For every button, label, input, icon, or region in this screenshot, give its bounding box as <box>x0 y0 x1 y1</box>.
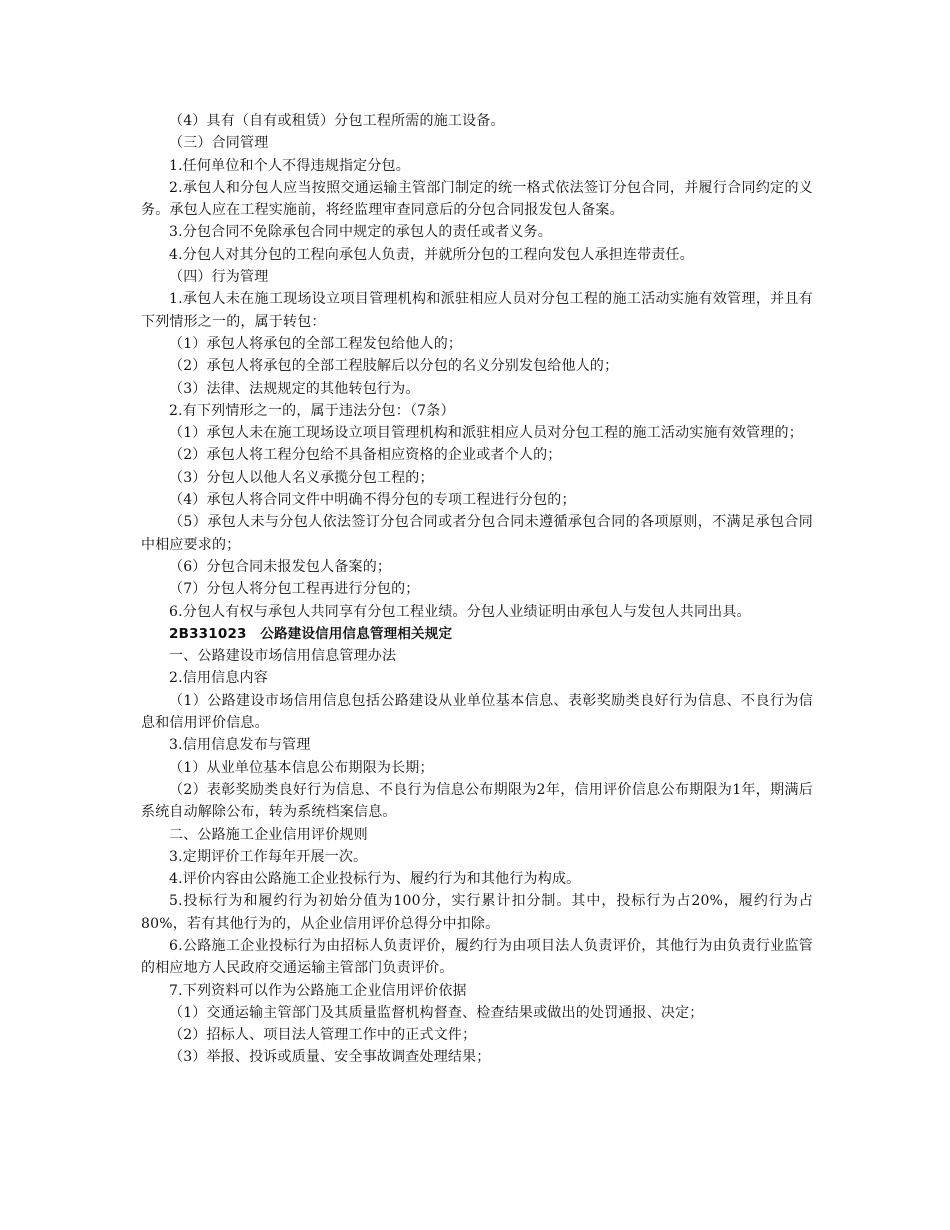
section-heading: （三）合同管理 <box>169 135 269 152</box>
list-item: （2）承包人将承包的全部工程肢解后以分包的名义分别发包给他人的； <box>169 358 619 375</box>
list-item: （2）表彰奖励类良好行为信息、不良行为信息公布期限为2年，信用评价信息公布期限为1年，期满后系统自动解除公布，转为系统档案信息。 <box>141 781 813 821</box>
paragraph: 5.投标行为和履约行为初始分值为100分，实行累计扣分制。其中，投标行为占20%，履约行为占80%，若有其他行为的，从企业信用评价总得分中扣除。 <box>141 893 813 932</box>
paragraph: 7.下列资料可以作为公路施工企业信用评价依据 <box>169 982 467 999</box>
list-item: （1）从业单位基本信息公布期限为长期； <box>169 759 434 776</box>
document-page <box>141 110 813 1069</box>
section-title: 2B331023 公路建设信用信息管理相关规定 <box>169 625 453 642</box>
list-item: （2）招标人、项目法人管理工作中的正式文件； <box>169 1027 477 1044</box>
paragraph: 6.分包人有权与承包人共同享有分包工程业绩。分包人业绩证明由承包人与发包人共同出具。 <box>169 603 751 620</box>
list-item: （1）公路建设市场信用信息包括公路建设从业单位基本信息、表彰奖励类良好行为信息、不良行为信息和信用评价信息。 <box>141 692 813 732</box>
list-item: （5）承包人未与分包人依法签订分包合同或者分包合同未遵循承包合同的各项原则，不满足承包合同中相应要求的； <box>141 514 813 553</box>
paragraph: 3.信用信息发布与管理 <box>169 737 311 754</box>
list-item: （2）承包人将工程分包给不具备相应资格的企业或者个人的； <box>169 447 562 464</box>
list-item: （1）承包人未在施工现场设立项目管理机构和派驻相应人员对分包工程的施工活动实施有效管理的； <box>169 425 803 442</box>
section-heading: （四）行为管理 <box>169 269 269 286</box>
paragraph: 4.分包人对其分包的工程向承包人负责，并就所分包的工程向发包人承担连带责任。 <box>169 246 694 263</box>
paragraph: （4）具有（自有或租赁）分包工程所需的施工设备。 <box>169 113 505 129</box>
section-heading: 二、公路施工企业信用评价规则 <box>169 826 368 843</box>
list-item: （3）法律、法规规定的其他转包行为。 <box>169 380 420 397</box>
list-item: （3）举报、投诉或质量、安全事故调查处理结果； <box>169 1049 491 1066</box>
paragraph: 3.定期评价工作每年开展一次。 <box>169 848 368 865</box>
paragraph: 3.分包合同不免除承包合同中规定的承包人的责任或者义务。 <box>169 224 552 241</box>
paragraph: 2.承包人和分包人应当按照交通运输主管部门制定的统一格式依法签订分包合同，并履行合同约定的义务。承包人应在工程实施前，将经监理审查同意后的分包合同报发包人备案。 <box>141 179 813 219</box>
section-heading: 一、公路建设市场信用信息管理办法 <box>169 648 397 665</box>
paragraph: 6.公路施工企业投标行为由招标人负责评价，履约行为由项目法人负责评价，其他行为由负责行业监管的相应地方人民政府交通运输主管部门负责评价。 <box>141 937 813 977</box>
paragraph: 4.评价内容由公路施工企业投标行为、履约行为和其他行为构成。 <box>169 871 581 888</box>
paragraph: 2.有下列情形之一的，属于违法分包：（7条） <box>169 402 455 419</box>
paragraph: 1.承包人未在施工现场设立项目管理机构和派驻相应人员对分包工程的施工活动实施有效管理，并且有下列情形之一的，属于转包： <box>141 291 813 330</box>
list-item: （1）交通运输主管部门及其质量监督机构督查、检查结果或做出的处罚通报、决定； <box>169 1004 704 1021</box>
paragraph: 2.信用信息内容 <box>169 670 268 687</box>
list-item: （4）承包人将合同文件中明确不得分包的专项工程进行分包的； <box>169 492 576 509</box>
paragraph: 1.任何单位和个人不得违规指定分包。 <box>169 157 410 174</box>
list-item: （1）承包人将承包的全部工程发包给他人的； <box>169 335 463 352</box>
list-item: （6）分包合同未报发包人备案的； <box>169 558 392 575</box>
list-item: （3）分包人以他人名义承揽分包工程的； <box>169 469 434 486</box>
list-item: （7）分包人将分包工程再进行分包的； <box>169 581 420 598</box>
